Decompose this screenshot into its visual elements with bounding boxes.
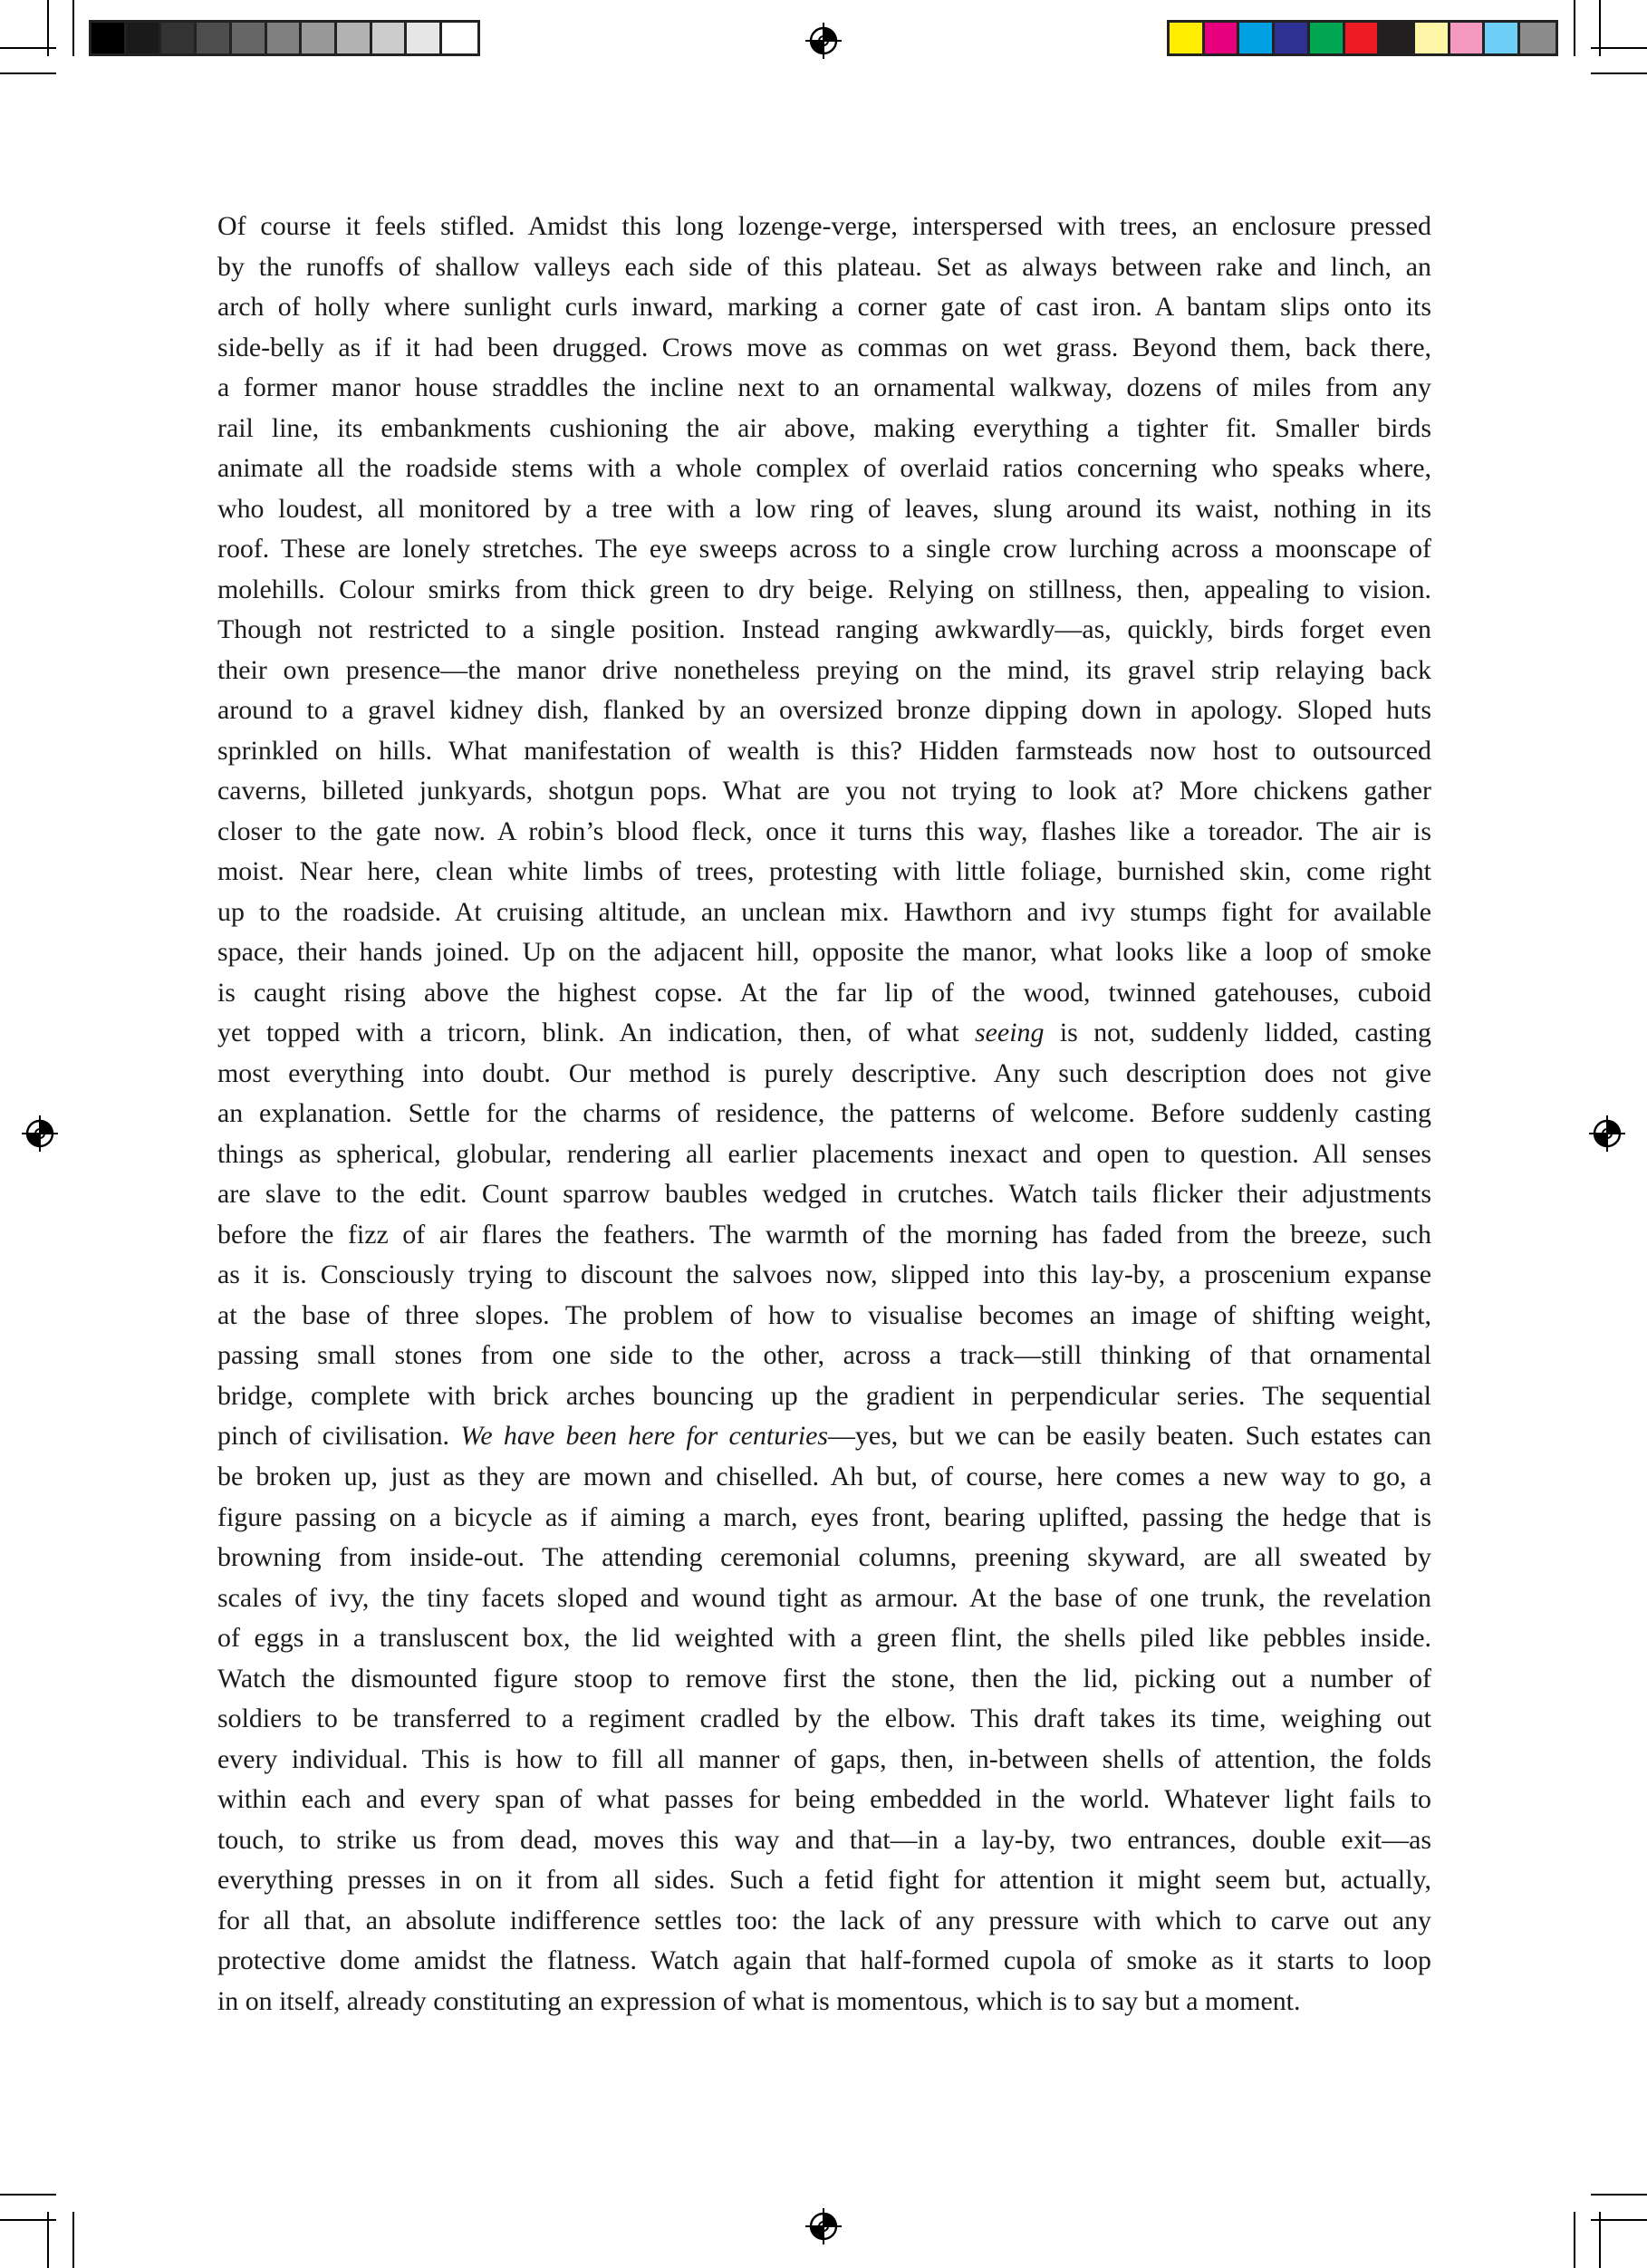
registration-target-icon <box>805 23 842 59</box>
text-run: roof. These are lonely stretches. The eye sweeps across to a single crow lurching across a moonscape of <box>217 534 1431 565</box>
color-swatch <box>1205 23 1240 53</box>
text-run: everything presses in on it from all sides. Such a fetid fight for attention it might seem but, actually, <box>217 1865 1431 1896</box>
text-line <box>217 1578 1431 1619</box>
crop-mark <box>1574 0 1575 56</box>
text-run: is caught rising above the highest copse. At the far lip of the wood, twinned gatehouses, cuboid <box>217 977 1431 1008</box>
text-run: most everything into doubt. Our method is purely descriptive. Any such description does not give <box>217 1057 1431 1088</box>
color-swatch <box>337 23 372 53</box>
text-run: Though not restricted to a single position. Instead ranging awkwardly—as, quickly, birds forget even <box>217 614 1431 645</box>
crop-mark <box>0 72 56 74</box>
text-run: things as spherical, globular, rendering all earlier placements inexact and open to question. All senses <box>217 1138 1431 1169</box>
body-text <box>217 207 1431 2037</box>
text-run: is not, suddenly lidded, casting <box>1044 1018 1431 1048</box>
text-line <box>217 368 1431 409</box>
color-swatch <box>92 23 127 53</box>
text-run: arch of holly where sunlight curls inward, marking a corner gate of cast iron. A bantam slips onto its <box>217 292 1431 323</box>
text-run: are slave to the edit. Count sparrow baubles wedged in crutches. Watch tails flicker their adjustments <box>217 1179 1431 1210</box>
text-line <box>217 287 1431 328</box>
text-line <box>217 893 1431 933</box>
color-swatch <box>197 23 232 53</box>
text-run: as it is. Consciously trying to discount the salvoes now, slipped into this lay-by, a proscenium expanse <box>217 1259 1431 1290</box>
text-line <box>217 1094 1431 1134</box>
text-line <box>217 731 1431 772</box>
text-run: animate all the roadside stems with a whole complex of overlaid ratios concerning who speaks where, <box>217 453 1431 484</box>
color-swatch <box>1170 23 1205 53</box>
text-run: side-belly as if it had been drugged. Crows move as commas on wet grass. Beyond them, back there, <box>217 332 1431 362</box>
text-run: Of course it feels stifled. Amidst this long lozenge-verge, interspersed with trees, an enclosure pressed <box>217 211 1431 241</box>
color-bar <box>1167 20 1558 56</box>
text-line <box>217 1336 1431 1376</box>
text-line <box>217 449 1431 489</box>
crop-mark <box>72 2212 74 2268</box>
crop-mark <box>1591 2219 1647 2221</box>
text-line <box>217 409 1431 449</box>
italic-phrase: seeing <box>975 1018 1045 1048</box>
text-run: browning from inside-out. The attending ceremonial columns, preening skyward, are all sweated by <box>217 1542 1431 1573</box>
text-run: be broken up, just as they are mown and chiselled. Ah but, of course, here comes a new way to go, a <box>217 1461 1431 1491</box>
color-swatch <box>127 23 162 53</box>
text-run: around to a gravel kidney dish, flanked by an oversized bronze dipping down in apology. Sloped huts <box>217 695 1431 726</box>
text-run: pinch of civilisation. <box>217 1421 461 1452</box>
text-line <box>217 690 1431 731</box>
text-run: who loudest, all monitored by a tree with a low ring of leaves, slung around its waist, nothing in its <box>217 493 1431 524</box>
text-run: yet topped with a tricorn, blink. An indication, then, of what <box>217 1018 976 1048</box>
text-line <box>217 1659 1431 1700</box>
registration-target-icon <box>22 1115 58 1152</box>
text-line <box>217 1054 1431 1095</box>
text-line <box>217 651 1431 691</box>
text-line <box>217 1498 1431 1539</box>
text-run: protective dome amidst the flatness. Watch again that half-formed cupola of smoke as it starts to loop <box>217 1945 1431 1976</box>
text-run: of eggs in a transluscent box, the lid weighted with a green flint, the shells piled like pebbles inside. <box>217 1623 1431 1654</box>
crop-mark <box>0 47 56 49</box>
text-line <box>217 1457 1431 1498</box>
text-line <box>217 529 1431 570</box>
text-line <box>217 1416 1431 1457</box>
text-run: soldiers to be transferred to a regiment cradled by the elbow. This draft takes its time, weighing out <box>217 1703 1431 1734</box>
text-run: molehills. Colour smirks from thick green to dry beige. Relying on stillness, then, appealing to vision. <box>217 574 1431 604</box>
text-line <box>217 1618 1431 1659</box>
color-swatch <box>1450 23 1486 53</box>
text-run: space, their hands joined. Up on the adjacent hill, opposite the manor, what looks like a loop of smoke <box>217 937 1431 968</box>
text-line <box>217 1215 1431 1256</box>
color-swatch <box>1310 23 1345 53</box>
crop-mark <box>1574 2212 1575 2268</box>
text-line <box>217 812 1431 853</box>
grayscale-bar <box>89 20 480 56</box>
color-swatch <box>302 23 337 53</box>
color-swatch <box>1520 23 1556 53</box>
text-line <box>217 328 1431 369</box>
text-line <box>217 489 1431 530</box>
text-run: caverns, billeted junkyards, shotgun pops. What are you not trying to look at? More chickens gather <box>217 776 1431 806</box>
text-line <box>217 1134 1431 1175</box>
text-run: figure passing on a bicycle as if aiming a march, eyes front, bearing uplifted, passing the hedge that is <box>217 1501 1431 1532</box>
registration-target-icon <box>1589 1115 1625 1152</box>
text-run: every individual. This is how to fill all manner of gaps, then, in-between shells of attention, the folds <box>217 1743 1431 1774</box>
text-line <box>217 1296 1431 1337</box>
text-run: before the fizz of air flares the feathers. The warmth of the morning has faded from the breeze, such <box>217 1219 1431 1250</box>
text-line <box>217 932 1431 973</box>
text-run: an explanation. Settle for the charms of residence, the patterns of welcome. Before suddenly casting <box>217 1098 1431 1129</box>
text-run: bridge, complete with brick arches bouncing up the gradient in perpendicular series. The sequential <box>217 1380 1431 1411</box>
text-line <box>217 610 1431 651</box>
color-swatch <box>1380 23 1415 53</box>
text-line <box>217 1941 1431 1982</box>
text-run: rail line, its embankments cushioning the air above, making everything a tighter fit. Smaller birds <box>217 412 1431 443</box>
text-line <box>217 247 1431 288</box>
text-run: for all that, an absolute indifference settles too: the lack of any pressure with which to carve out any <box>217 1905 1431 1935</box>
text-line <box>217 1255 1431 1296</box>
color-swatch <box>1345 23 1381 53</box>
crop-mark <box>1591 2194 1647 2196</box>
color-swatch <box>442 23 477 53</box>
text-line <box>217 570 1431 611</box>
text-run: moist. Near here, clean white limbs of trees, protesting with little foliage, burnished skin, come right <box>217 856 1431 887</box>
crop-mark <box>0 2219 56 2221</box>
text-line <box>217 1860 1431 1901</box>
text-run: closer to the gate now. A robin’s blood fleck, once it turns this way, flashes like a toreador. The air is <box>217 816 1431 846</box>
text-run: a former manor house straddles the incline next to an ornamental walkway, dozens of miles from any <box>217 372 1431 403</box>
text-line <box>217 1174 1431 1215</box>
text-run: —yes, but we can be easily beaten. Such estates can <box>828 1421 1431 1452</box>
crop-mark <box>72 0 74 56</box>
italic-phrase: We have been here for centuries <box>460 1421 829 1452</box>
text-line <box>217 1982 1431 2022</box>
color-swatch <box>1239 23 1275 53</box>
text-run: passing small stones from one side to the other, across a track—still thinking of that ornamental <box>217 1340 1431 1371</box>
crop-mark <box>1591 72 1647 74</box>
text-run: by the runoffs of shallow valleys each side of this plateau. Set as always between rake and linch, an <box>217 251 1431 282</box>
text-line <box>217 1901 1431 1942</box>
text-run: up to the roadside. At cruising altitude, an unclean mix. Hawthorn and ivy stumps fight for available <box>217 896 1431 927</box>
text-line <box>217 771 1431 812</box>
text-line <box>217 1013 1431 1054</box>
registration-target-icon <box>805 2208 842 2244</box>
color-swatch <box>372 23 408 53</box>
text-line <box>217 1538 1431 1578</box>
color-swatch <box>1275 23 1310 53</box>
text-line <box>217 1820 1431 1861</box>
text-run: at the base of three slopes. The problem of how to visualise becomes an image of shifting weight, <box>217 1299 1431 1330</box>
color-swatch <box>232 23 267 53</box>
text-run: their own presence—the manor drive nonetheless preying on the mind, its gravel strip relaying back <box>217 654 1431 685</box>
text-line <box>217 973 1431 1014</box>
color-swatch <box>407 23 442 53</box>
color-swatch <box>1415 23 1450 53</box>
color-swatch <box>1485 23 1520 53</box>
text-line <box>217 1376 1431 1417</box>
color-swatch <box>161 23 197 53</box>
text-run: scales of ivy, the tiny facets sloped and wound tight as armour. At the base of one trunk, the revelation <box>217 1582 1431 1613</box>
text-run: in on itself, already constituting an expression of what is momentous, which is to say but a moment. <box>217 1985 1301 2016</box>
crop-mark <box>0 2194 56 2196</box>
crop-mark <box>1591 47 1647 49</box>
text-run: touch, to strike us from dead, moves this way and that—in a lay-by, two entrances, double exit—as <box>217 1824 1431 1855</box>
text-line <box>217 1699 1431 1740</box>
text-run: sprinkled on hills. What manifestation of wealth is this? Hidden farmsteads now host to outsourced <box>217 735 1431 766</box>
text-run: within each and every span of what passes for being embedded in the world. Whatever light fails to <box>217 1784 1431 1815</box>
text-line <box>217 1780 1431 1820</box>
text-line <box>217 1740 1431 1781</box>
text-run: Watch the dismounted figure stoop to remove first the stone, then the lid, picking out a number of <box>217 1663 1431 1694</box>
text-line <box>217 207 1431 247</box>
color-swatch <box>267 23 303 53</box>
text-line <box>217 852 1431 893</box>
